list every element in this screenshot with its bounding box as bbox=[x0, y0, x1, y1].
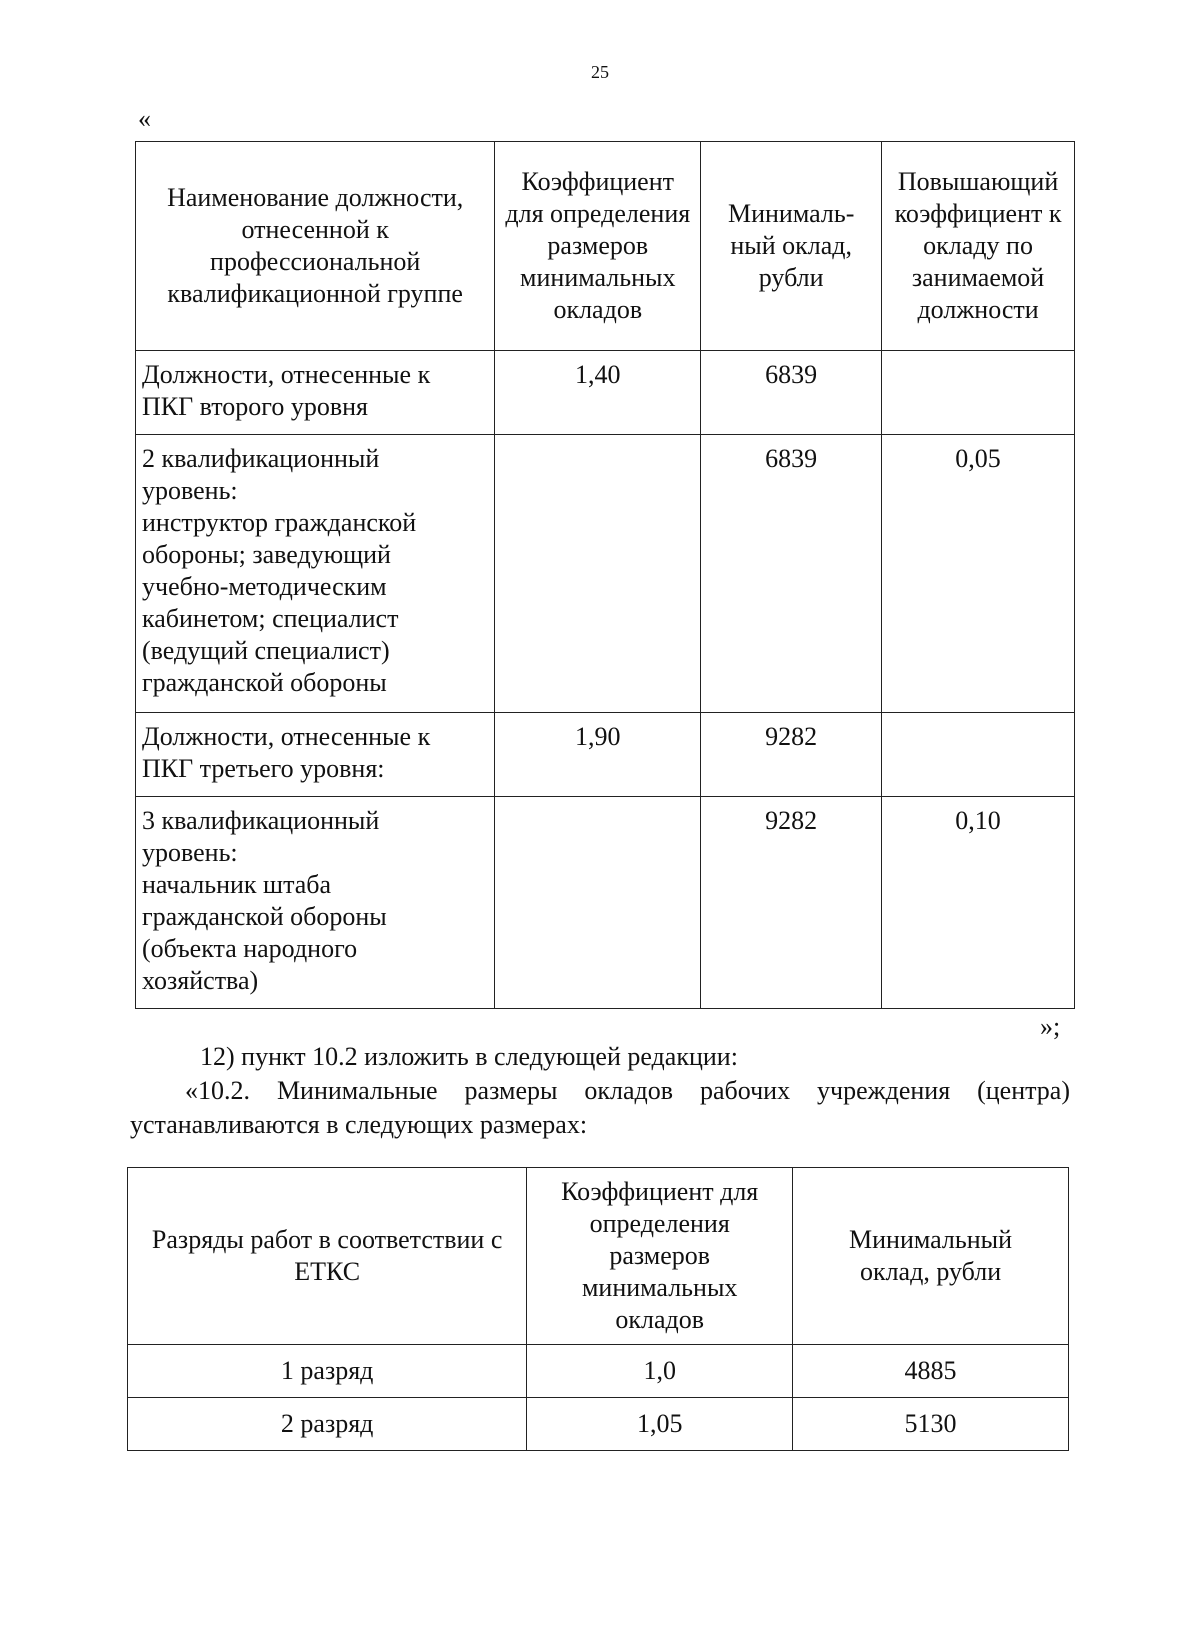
salary-cell: 9282 bbox=[701, 797, 882, 1009]
position-name-line: (объекта народного bbox=[142, 934, 358, 963]
header-raise-coefficient: Повышающий коэффициент к окладу по занимаемой должности bbox=[882, 142, 1075, 351]
position-name-cell bbox=[136, 351, 495, 435]
salary-cell: 5130 bbox=[793, 1398, 1069, 1451]
closing-quote-mark: »; bbox=[1040, 1012, 1061, 1041]
position-name-line: уровень: bbox=[142, 838, 238, 867]
position-name-line: Должности, отнесенные к bbox=[142, 722, 431, 751]
position-name-line: ПКГ третьего уровня: bbox=[142, 754, 385, 783]
grade-cell: 1 разряд bbox=[128, 1345, 527, 1398]
raise-cell: 0,10 bbox=[882, 797, 1075, 1009]
table-row bbox=[128, 1345, 1069, 1398]
header-position-name: Наименование должности, отнесенной к профессиональной квалификационной группе bbox=[136, 142, 495, 351]
table-row bbox=[136, 435, 1075, 713]
raise-cell bbox=[882, 351, 1075, 435]
position-name-line: ПКГ второго уровня bbox=[142, 392, 368, 421]
position-name-line: учебно-методическим bbox=[142, 572, 387, 601]
salary-cell: 6839 bbox=[701, 351, 882, 435]
positions-salary-table bbox=[135, 141, 1075, 1009]
coefficient-cell bbox=[495, 797, 701, 1009]
header-min-salary: Минималь-ный оклад, рубли bbox=[701, 142, 882, 351]
header-coefficient: Коэффициент для определения размеров минимальных окладов bbox=[527, 1168, 793, 1345]
position-name-line: обороны; заведующий bbox=[142, 540, 391, 569]
position-name-line: начальник штаба bbox=[142, 870, 332, 899]
header-coefficient: Коэффициент для определения размеров минимальных окладов bbox=[495, 142, 701, 351]
position-name-line: инструктор гражданской bbox=[142, 508, 417, 537]
table-row bbox=[136, 713, 1075, 797]
amendment-paragraph: 12) пункт 10.2 изложить в следующей редакции: bbox=[200, 1042, 738, 1071]
position-name-line: хозяйства) bbox=[142, 966, 259, 995]
salary-cell: 6839 bbox=[701, 435, 882, 713]
coefficient-cell: 1,0 bbox=[527, 1345, 793, 1398]
position-name-line: (ведущий специалист) bbox=[142, 636, 390, 665]
table-header-row bbox=[136, 142, 1075, 351]
table-header-row bbox=[128, 1168, 1069, 1345]
position-name-cell bbox=[136, 713, 495, 797]
grade-cell: 2 разряд bbox=[128, 1398, 527, 1451]
worker-grades-table bbox=[127, 1167, 1069, 1451]
position-name-cell bbox=[136, 435, 495, 713]
position-name-line: уровень: bbox=[142, 476, 238, 505]
position-name-cell bbox=[136, 797, 495, 1009]
position-name-line: 3 квалификационный bbox=[142, 806, 380, 835]
position-name-line: гражданской обороны bbox=[142, 902, 387, 931]
header-grade: Разряды работ в соответствии с ЕТКС bbox=[128, 1168, 527, 1345]
coefficient-cell: 1,40 bbox=[495, 351, 701, 435]
position-name-line: Должности, отнесенные к bbox=[142, 360, 431, 389]
position-name-line: кабинетом; специалист bbox=[142, 604, 399, 633]
position-name-line: гражданской обороны bbox=[142, 668, 387, 697]
opening-quote-mark: « bbox=[138, 104, 151, 133]
coefficient-cell: 1,05 bbox=[527, 1398, 793, 1451]
amendment-text-paragraph: «10.2. Минимальные размеры окладов рабочих учреждения (центра) устанавливаются в следующих размерах: bbox=[130, 1076, 1070, 1139]
raise-cell bbox=[882, 713, 1075, 797]
header-min-salary: Минимальный оклад, рубли bbox=[793, 1168, 1069, 1345]
table-row bbox=[128, 1398, 1069, 1451]
salary-cell: 4885 bbox=[793, 1345, 1069, 1398]
table-row bbox=[136, 351, 1075, 435]
raise-cell: 0,05 bbox=[882, 435, 1075, 713]
salary-cell: 9282 bbox=[701, 713, 882, 797]
coefficient-cell bbox=[495, 435, 701, 713]
position-name-line: 2 квалификационный bbox=[142, 444, 380, 473]
page-number: 25 bbox=[591, 62, 609, 82]
coefficient-cell: 1,90 bbox=[495, 713, 701, 797]
table-row bbox=[136, 797, 1075, 1009]
